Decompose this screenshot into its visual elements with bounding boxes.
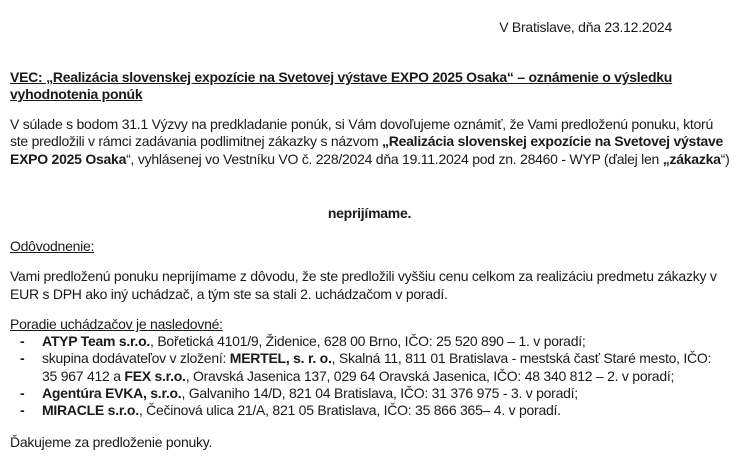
ranking-item-4 — [42, 402, 561, 419]
intro-text: “, vyhlásenej vo Vestníku VO č. 228/2024 dňa 19.11.2024 pod zn. 28460 - WYP (ďalej len — [126, 151, 663, 167]
bullet: - — [20, 385, 25, 401]
bidder-name: FEX s.r.o. — [124, 368, 186, 384]
ranking-item-1 — [42, 333, 586, 350]
intro-line-2 — [10, 133, 723, 150]
bidder-name: Agentúra EVKA, s.r.o. — [42, 385, 182, 401]
bullet: - — [20, 350, 25, 366]
intro-line-3 — [10, 151, 729, 168]
bidder-name: ATYP Team s.r.o. — [42, 333, 151, 349]
bullet: - — [20, 333, 25, 349]
intro-line-1: V súlade s bodom 31.1 Výzvy na predkladanie ponúk, si Vám dovoľujeme oznámiť, že Vami predloženú ponuku, ktorú — [10, 116, 713, 132]
ranking-heading: Poradie uchádzačov je nasledovné: — [10, 316, 223, 332]
ranking-item-2 — [42, 350, 711, 367]
reasoning-line-1: Vami predloženú ponuku neprijímame z dôvodu, že ste predložili vyššiu cenu celkom za realizáciu predmetu zákazky v — [10, 268, 717, 284]
tender-title: „Realizácia slovenskej expozície na Svetovej výstave — [382, 133, 724, 149]
reasoning-line-2: EUR s DPH ako iný uchádzač, a tým ste sa stali 2. uchádzačom v poradí. — [10, 286, 448, 302]
subject-line-1: VEC: „Realizácia slovenskej expozície na Svetovej výstave EXPO 2025 Osaka“ – oznámenie o výsledku — [10, 69, 673, 85]
closing-line: Ďakujeme za predloženie ponuky. — [10, 434, 213, 450]
bidder-details: , Skalná 11, 811 01 Bratislava - mestská časť Staré mesto, IČO: — [331, 350, 712, 366]
closing-quote: “) — [720, 151, 730, 167]
bidder-name: MIRACLE s.r.o. — [42, 402, 139, 418]
tender-title-end: EXPO 2025 Osaka — [10, 151, 127, 167]
bidder-details: , Galvaniho 14/D, 821 04 Bratislava, IČO: 31 376 975 - 3. v poradí; — [181, 385, 578, 401]
ranking-item-2-cont — [42, 368, 674, 385]
subject-line-2: vyhodnotenia ponúk — [10, 86, 143, 102]
reasoning-heading: Odôvodnenie: — [10, 238, 95, 254]
bidder-name: MERTEL, s. r. o. — [229, 350, 332, 366]
bidder-details: 35 967 412 a — [42, 368, 125, 384]
bidder-group-text: skupina dodávateľov v zložení: — [42, 350, 230, 366]
date-line: V Bratislave, dňa 23.12.2024 — [499, 19, 672, 35]
bullet: - — [20, 402, 25, 418]
intro-text: ste predložili v rámci zadávania podlimitnej zákazky s názvom — [10, 133, 382, 149]
bidder-details: , Bořetická 4101/9, Židenice, 628 00 Brno, IČO: 25 520 890 – 1. v poradí; — [150, 333, 586, 349]
bidder-details: , Čečinová ulica 21/A, 821 05 Bratislava, IČO: 35 866 365– 4. v poradí. — [138, 402, 561, 418]
ranking-item-3 — [42, 385, 578, 402]
zakazka-term: „zákazka — [662, 151, 721, 167]
bidder-details: , Oravská Jasenica 137, 029 64 Oravská Jasenica, IČO: 48 340 812 – 2. v poradí; — [185, 368, 675, 384]
decision-text: neprijímame. — [327, 205, 412, 221]
